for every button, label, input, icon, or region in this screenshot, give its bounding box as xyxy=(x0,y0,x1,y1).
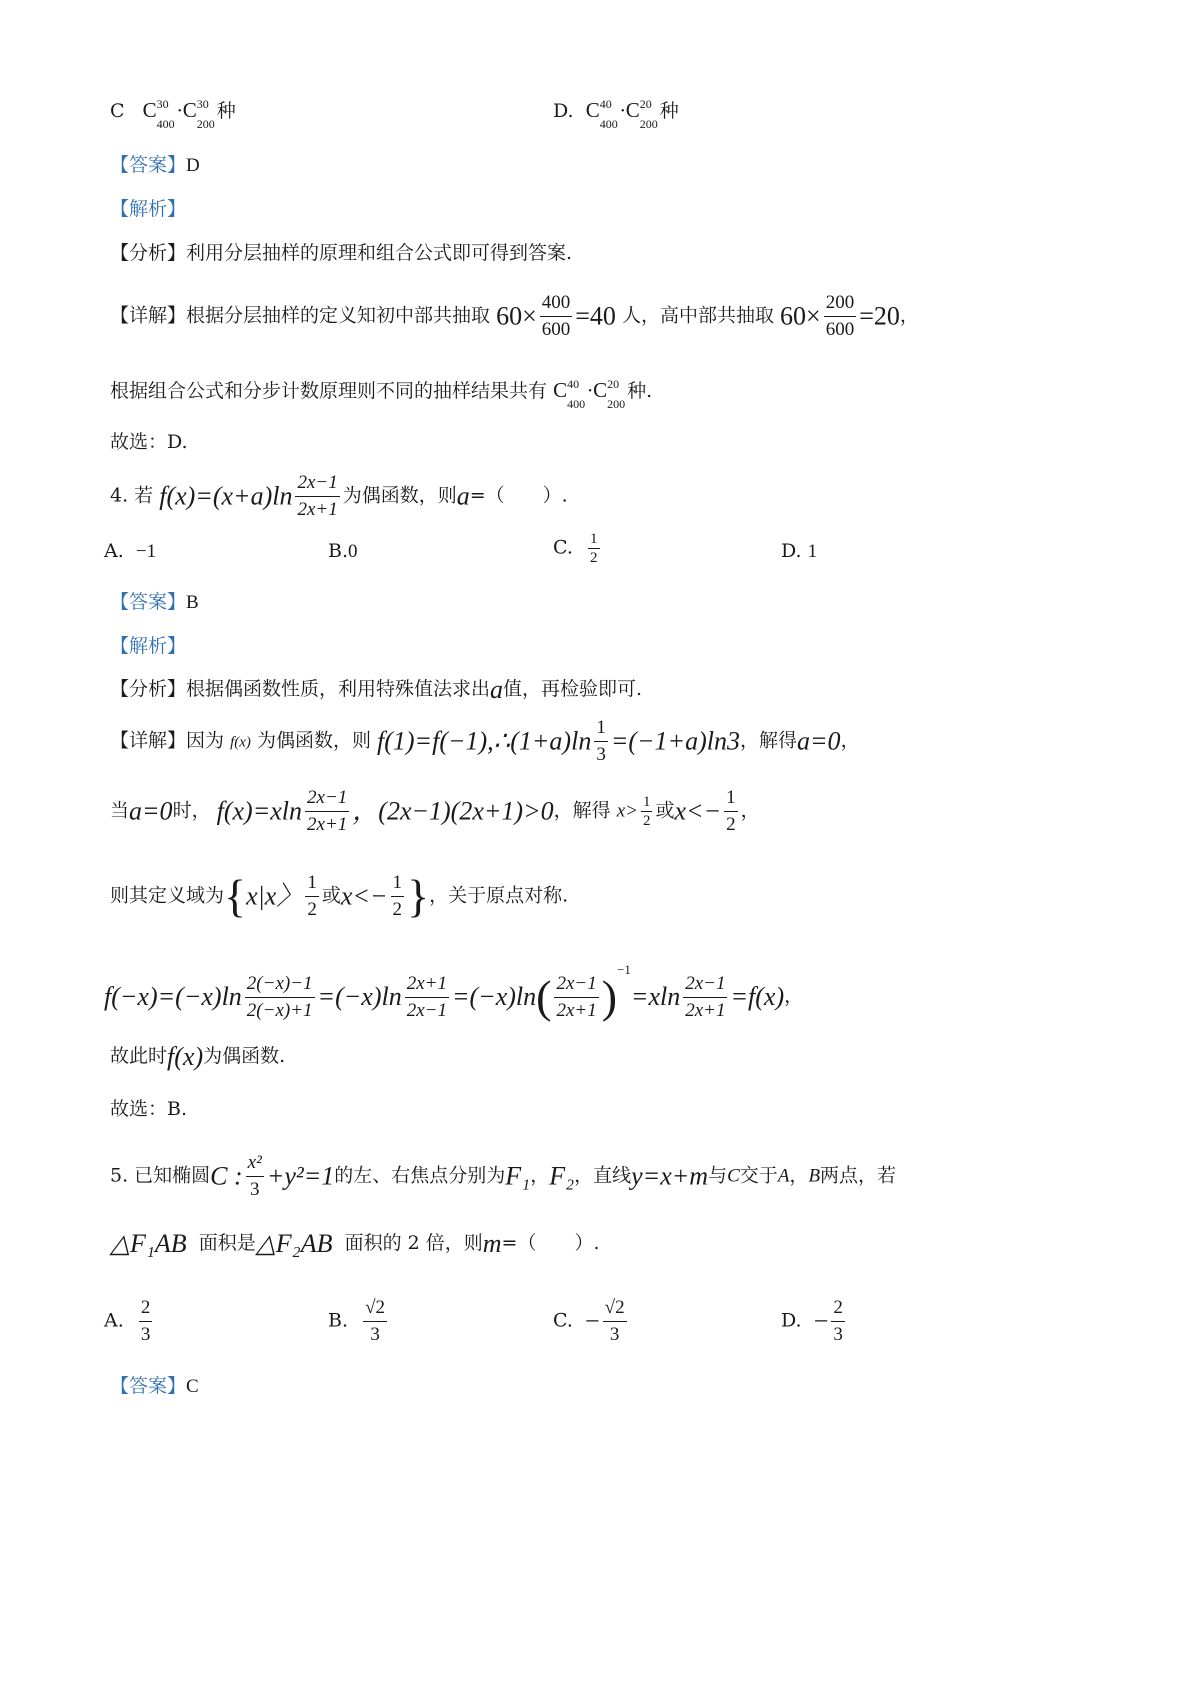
q4-fenxi: 【分析】根据偶函数性质，利用特殊值法求出a值，再检验即可. xyxy=(110,675,643,704)
fraction: $\frac{1}{2}$ xyxy=(642,794,651,829)
fraction: $\frac{2x+1}{2x-1}$ xyxy=(406,972,447,1021)
fraction: $\frac{1}{2}$ xyxy=(726,787,736,835)
q4-option-d: D. 1 xyxy=(781,540,818,562)
q4-option-a: A. −1 xyxy=(104,540,157,562)
q3-jiexi: 【解析】 xyxy=(110,198,187,220)
q4-conclusion: 故此时f(x)为偶函数. xyxy=(110,1042,286,1071)
q5-answer: 【答案】C xyxy=(110,1375,199,1397)
q4-xiangjie-line4: f(−x)=(−x)ln $\frac{2(-x)-1}{2(-x)+1}$ =(−x)ln $\frac{2x+1}{2x-1}$ =(−x)ln( $\frac{2x-1}{2x+1}$ )$^{-1}$=xln $\frac{2x-1}{2x+1}$ =f(x)， xyxy=(104,962,804,1022)
fraction: $\frac{2x-1}{2x+1}$ xyxy=(556,972,597,1021)
right-brace: } xyxy=(407,870,430,922)
fraction: $\frac{1}{2}$ xyxy=(590,531,598,566)
q5-option-d: D. − $\frac{2}{3}$ xyxy=(781,1295,848,1348)
combination-term: C 30 200 xyxy=(182,97,215,131)
q4-xiangjie-line2: 当a=0时， f(x)=xln $\frac{2x-1}{2x+1}$ ，(2x−1)(2x+1)>0，解得 x> $\frac{1}{2}$ 或x<− $\frac{1}{2}$ ， xyxy=(110,785,760,838)
q4-option-c: C. $\frac{1}{2}$ xyxy=(553,531,598,566)
fraction: $\frac{√2}{3}$ xyxy=(365,1297,386,1345)
q3-option-d: D. C 40 400 ·C 20 200 种 xyxy=(553,97,679,131)
combination-term: C 30 400 xyxy=(142,97,175,131)
combination-term: C 40 400 xyxy=(585,97,618,131)
fraction: $\frac{1}{2}$ xyxy=(307,872,317,920)
q3-xiangjie-line2: 根据组合公式和分步计数原理则不同的抽样结果共有 C 40 400 ·C 20 200 种. xyxy=(110,377,653,411)
q4-option-b: B.0 xyxy=(328,540,358,562)
fraction: $\frac{2x-1}{2x+1}$ xyxy=(297,472,338,520)
q5-stem-line2: △F₁AB 面积是△F₂AB 面积的 2 倍，则m=（ ）. xyxy=(110,1229,600,1258)
fraction: $\frac{200}{600}$ xyxy=(825,292,855,340)
combination-term: C 20 200 xyxy=(625,97,658,131)
q5-stem-line1: 5. 已知椭圆C : $\frac{\text{x²}}{3}$ +y²=1的左、右焦点分别为F₁，F₂，直线y=x+m与C交于A，B两点，若 xyxy=(110,1150,896,1203)
q5-option-a: A. $\frac{2}{3}$ xyxy=(104,1295,155,1348)
fraction: $\frac{√2}{3}$ xyxy=(604,1297,625,1345)
q3-option-c: C C 30 400 ·C 30 200 种 xyxy=(110,97,236,131)
q4-xiangjie-line1: 【详解】因为 f(x) 为偶函数，则 f(1)=f(−1),∴(1+a)ln $\frac{1}{3}$ =(−1+a)ln3，解得a=0， xyxy=(110,715,860,768)
q4-xiangjie-line3: 则其定义域为{x|x〉 $\frac{1}{2}$ 或x<− $\frac{1}{2}$ }，关于原点对称. xyxy=(110,870,569,922)
fraction: $\frac{2}{3}$ xyxy=(140,1297,151,1345)
fraction: $\frac{2}{3}$ xyxy=(833,1297,843,1345)
combination-term: C 20 200 xyxy=(593,377,626,411)
option-label: D. xyxy=(553,100,574,122)
q4-answer: 【答案】B xyxy=(110,591,199,613)
q5-option-c: C. − $\frac{√2}{3}$ xyxy=(553,1295,630,1348)
option-label: C xyxy=(110,100,125,122)
q3-guxuan: 故选：D. xyxy=(110,431,188,453)
fraction: $\frac{2x-1}{2x+1}$ xyxy=(685,972,726,1021)
combination-term: C 40 400 xyxy=(553,377,586,411)
fraction: $\frac{1}{3}$ xyxy=(596,717,606,765)
q3-answer: 【答案】D xyxy=(110,154,200,176)
q4-guxuan: 故选：B. xyxy=(110,1098,188,1120)
q5-option-b: B. $\frac{√2}{3}$ xyxy=(328,1295,390,1348)
q3-fenxi: 【分析】利用分层抽样的原理和组合公式即可得到答案. xyxy=(110,242,573,264)
fraction: $\frac{2x-1}{2x+1}$ xyxy=(307,787,348,835)
fraction: $\frac{1}{2}$ xyxy=(392,872,402,920)
left-brace: { xyxy=(224,870,247,922)
fraction: $\frac{2(-x)-1}{2(-x)+1}$ xyxy=(246,972,313,1021)
q4-stem: 4. 若 f(x)=(x+a)ln $\frac{2x-1}{2x+1}$ 为偶函数，则a=（ ）. xyxy=(110,470,568,523)
fraction: $\frac{\text{x²}}{3}$ xyxy=(247,1152,262,1200)
q3-xiangjie: 【详解】根据分层抽样的定义知初中部共抽取 60× $\frac{400}{600}$ =40 人，高中部共抽取 60× $\frac{200}{600}$ =20， xyxy=(110,290,919,343)
q4-jiexi: 【解析】 xyxy=(110,635,187,657)
fraction: $\frac{400}{600}$ xyxy=(541,292,571,340)
